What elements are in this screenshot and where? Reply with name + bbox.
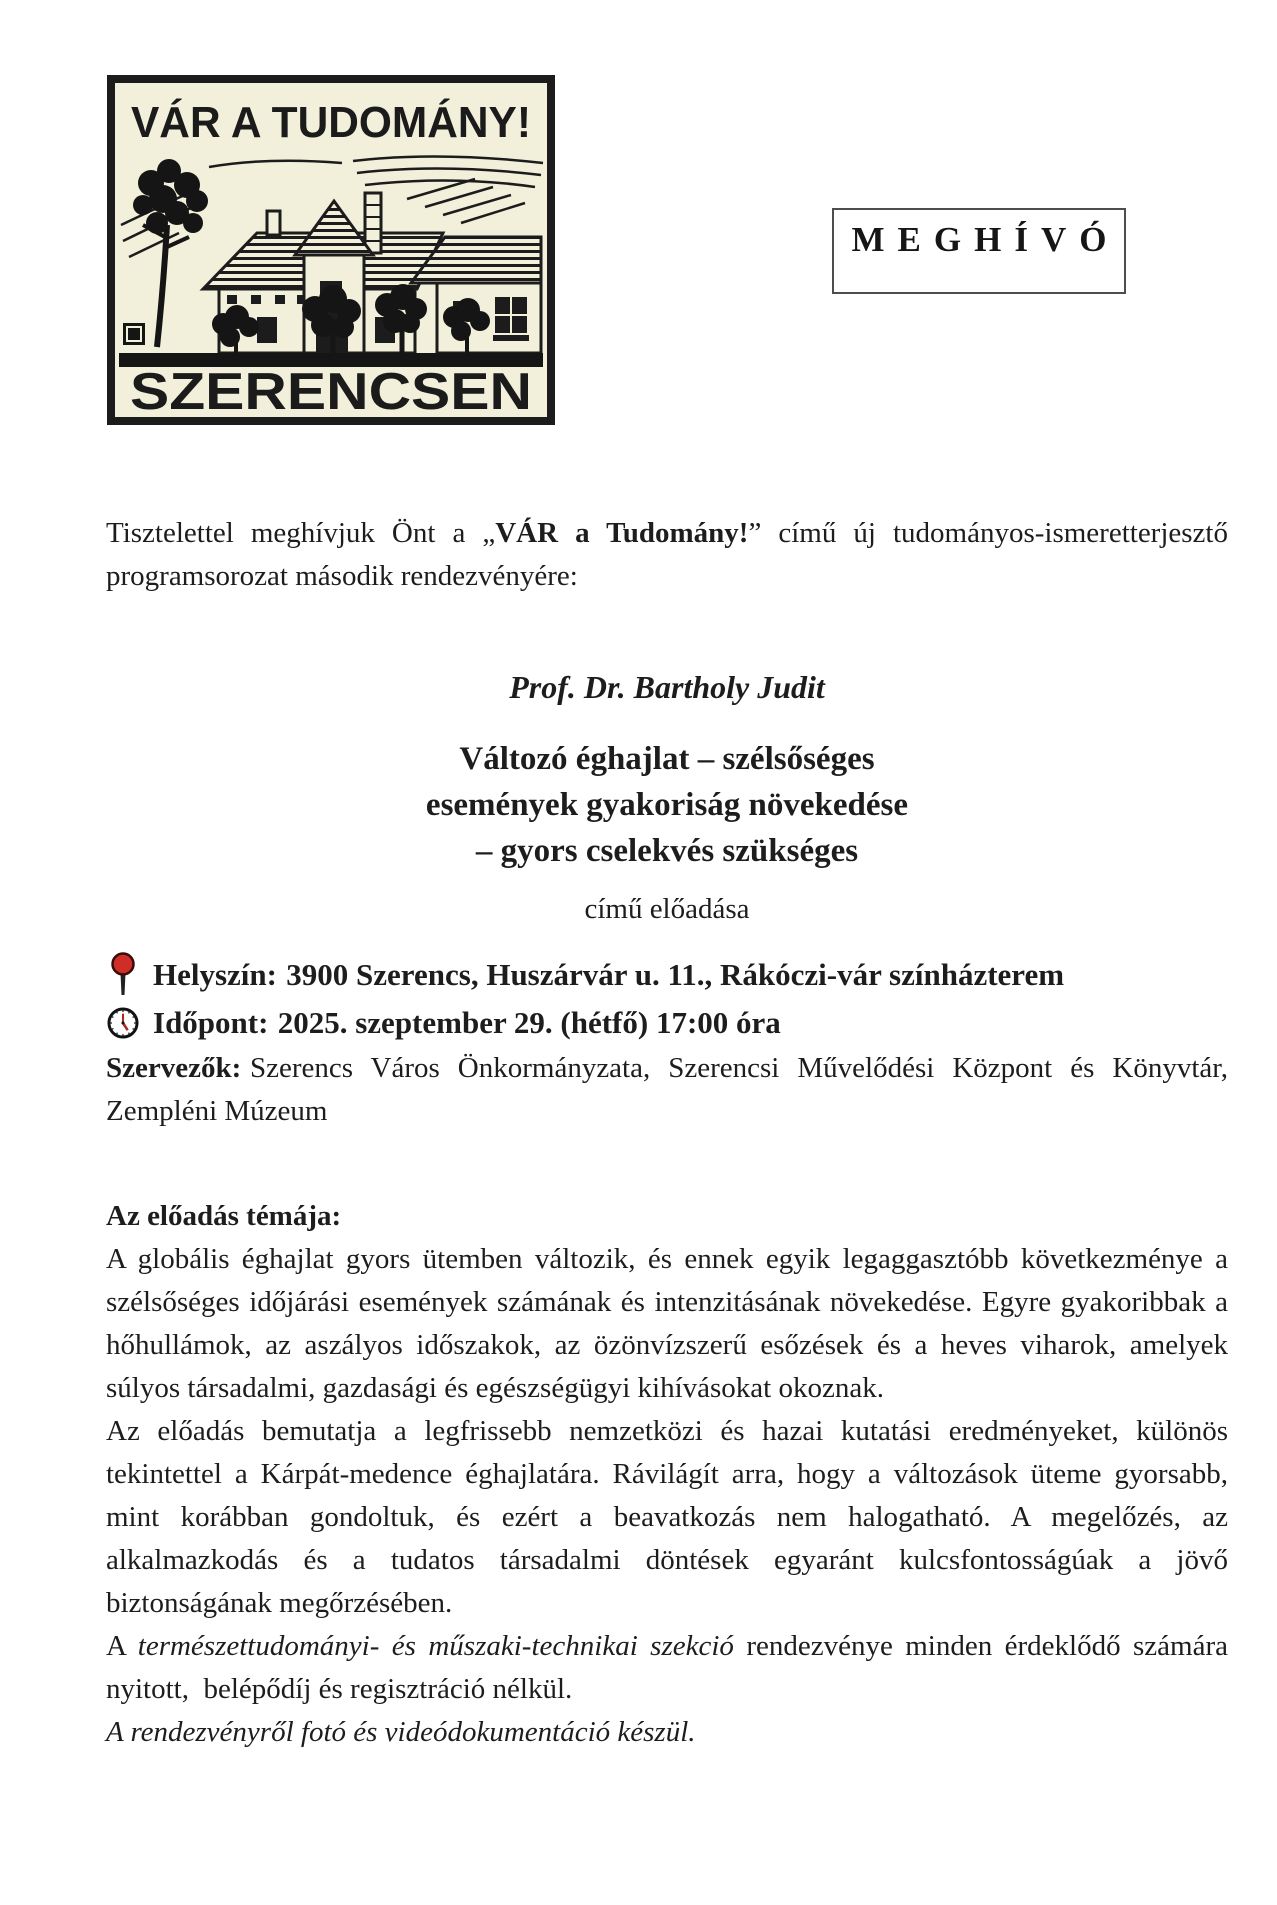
invitation-badge	[832, 208, 1126, 294]
intro-text-pre: Tisztelettel meghívjuk Önt a „	[106, 517, 496, 549]
intro-paragraph	[106, 512, 1228, 598]
organizers-paragraph	[106, 1047, 1228, 1133]
location-value: 3900 Szerencs, Huszárvár u. 11., Rákóczi-vár színházterem	[286, 957, 1065, 992]
speaker-name: Prof. Dr. Bartholy Judit	[509, 669, 825, 705]
logo-title: VÁR A TUDOMÁNY!	[131, 98, 546, 147]
topic-paragraph-3	[106, 1625, 1228, 1711]
lecture-title-line: Változó éghajlat – szélsőséges	[459, 741, 875, 777]
lecture-suffix: című előadása	[584, 893, 750, 925]
location-line	[106, 951, 1228, 999]
lecture-title-block	[106, 664, 1228, 931]
document-body	[106, 512, 1228, 1754]
location-pin-icon	[106, 952, 140, 998]
lecture-title	[106, 736, 1228, 874]
time-value: 2025. szeptember 29. (hétfő) 17:00 óra	[277, 1005, 781, 1040]
program-name: VÁR a Tudomány!	[495, 517, 749, 549]
organizers-label: Szervezők:	[106, 1052, 242, 1084]
intro-text-post: ” című új tudományos-ismeretterjesztő programsorozat második rendezvényére:	[106, 517, 1228, 592]
organizers-value: Szerencs Város Önkormányzata, Szerencsi Művelődési Központ és Könyvtár, Zempléni Múzeum	[106, 1052, 1228, 1127]
location-text	[153, 951, 1064, 999]
lecture-title-line: események gyakoriság növekedése	[425, 787, 909, 823]
topic-paragraph-3-pre: A	[106, 1630, 138, 1662]
time-label: Időpont:	[153, 1005, 269, 1040]
event-logo	[107, 75, 555, 425]
topic-paragraph-1: A globális éghajlat gyors ütemben változik, és ennek egyik legaggasztóbb következménye a szélsőséges időjárási események számának és intenzitásának növekedése. Egyre gyakoribbak a hőhullámok, az aszályos időszakok, az özönvízszerű esőzések és a heves viharok, amelyek súlyos társadalmi, gazdasági és egészségügyi kihívásokat okoznak.	[106, 1243, 1228, 1404]
event-details	[106, 951, 1228, 1047]
castle-woodcut-illustration	[107, 75, 555, 425]
time-line	[106, 999, 1228, 1047]
logo-subtitle: SZERENCSEN	[130, 363, 532, 421]
clock-icon	[106, 1003, 140, 1043]
topic-heading: Az előadás témája:	[106, 1200, 342, 1232]
invitation-badge-label: MEGHÍVÓ	[851, 220, 1120, 259]
photo-note: A rendezvényről fotó és videódokumentáció készül.	[106, 1716, 696, 1748]
topic-paragraph-3-post: rendezvénye minden érdeklődő számára nyitott, belépődíj és regisztráció nélkül.	[106, 1630, 1228, 1705]
location-label: Helyszín:	[153, 957, 277, 992]
section-name: természettudományi- és műszaki-technikai szekció	[137, 1630, 734, 1662]
time-text	[153, 999, 781, 1047]
topic-paragraph-2: Az előadás bemutatja a legfrissebb nemzetközi és hazai kutatási eredményeket, különös tekintettel a Kárpát-medence éghajlatára. Rávilágít arra, hogy a változások üteme gyorsabb, mint korábban gondoltuk, és ezért a beavatkozás nem halogatható. A megelőzés, az alkalmazkodás és a tudatos társadalmi döntések egyaránt kulcsfontosságúak a jövő biztonságának megőrzésében.	[106, 1415, 1228, 1619]
lecture-title-line: – gyors cselekvés szükséges	[475, 833, 859, 869]
